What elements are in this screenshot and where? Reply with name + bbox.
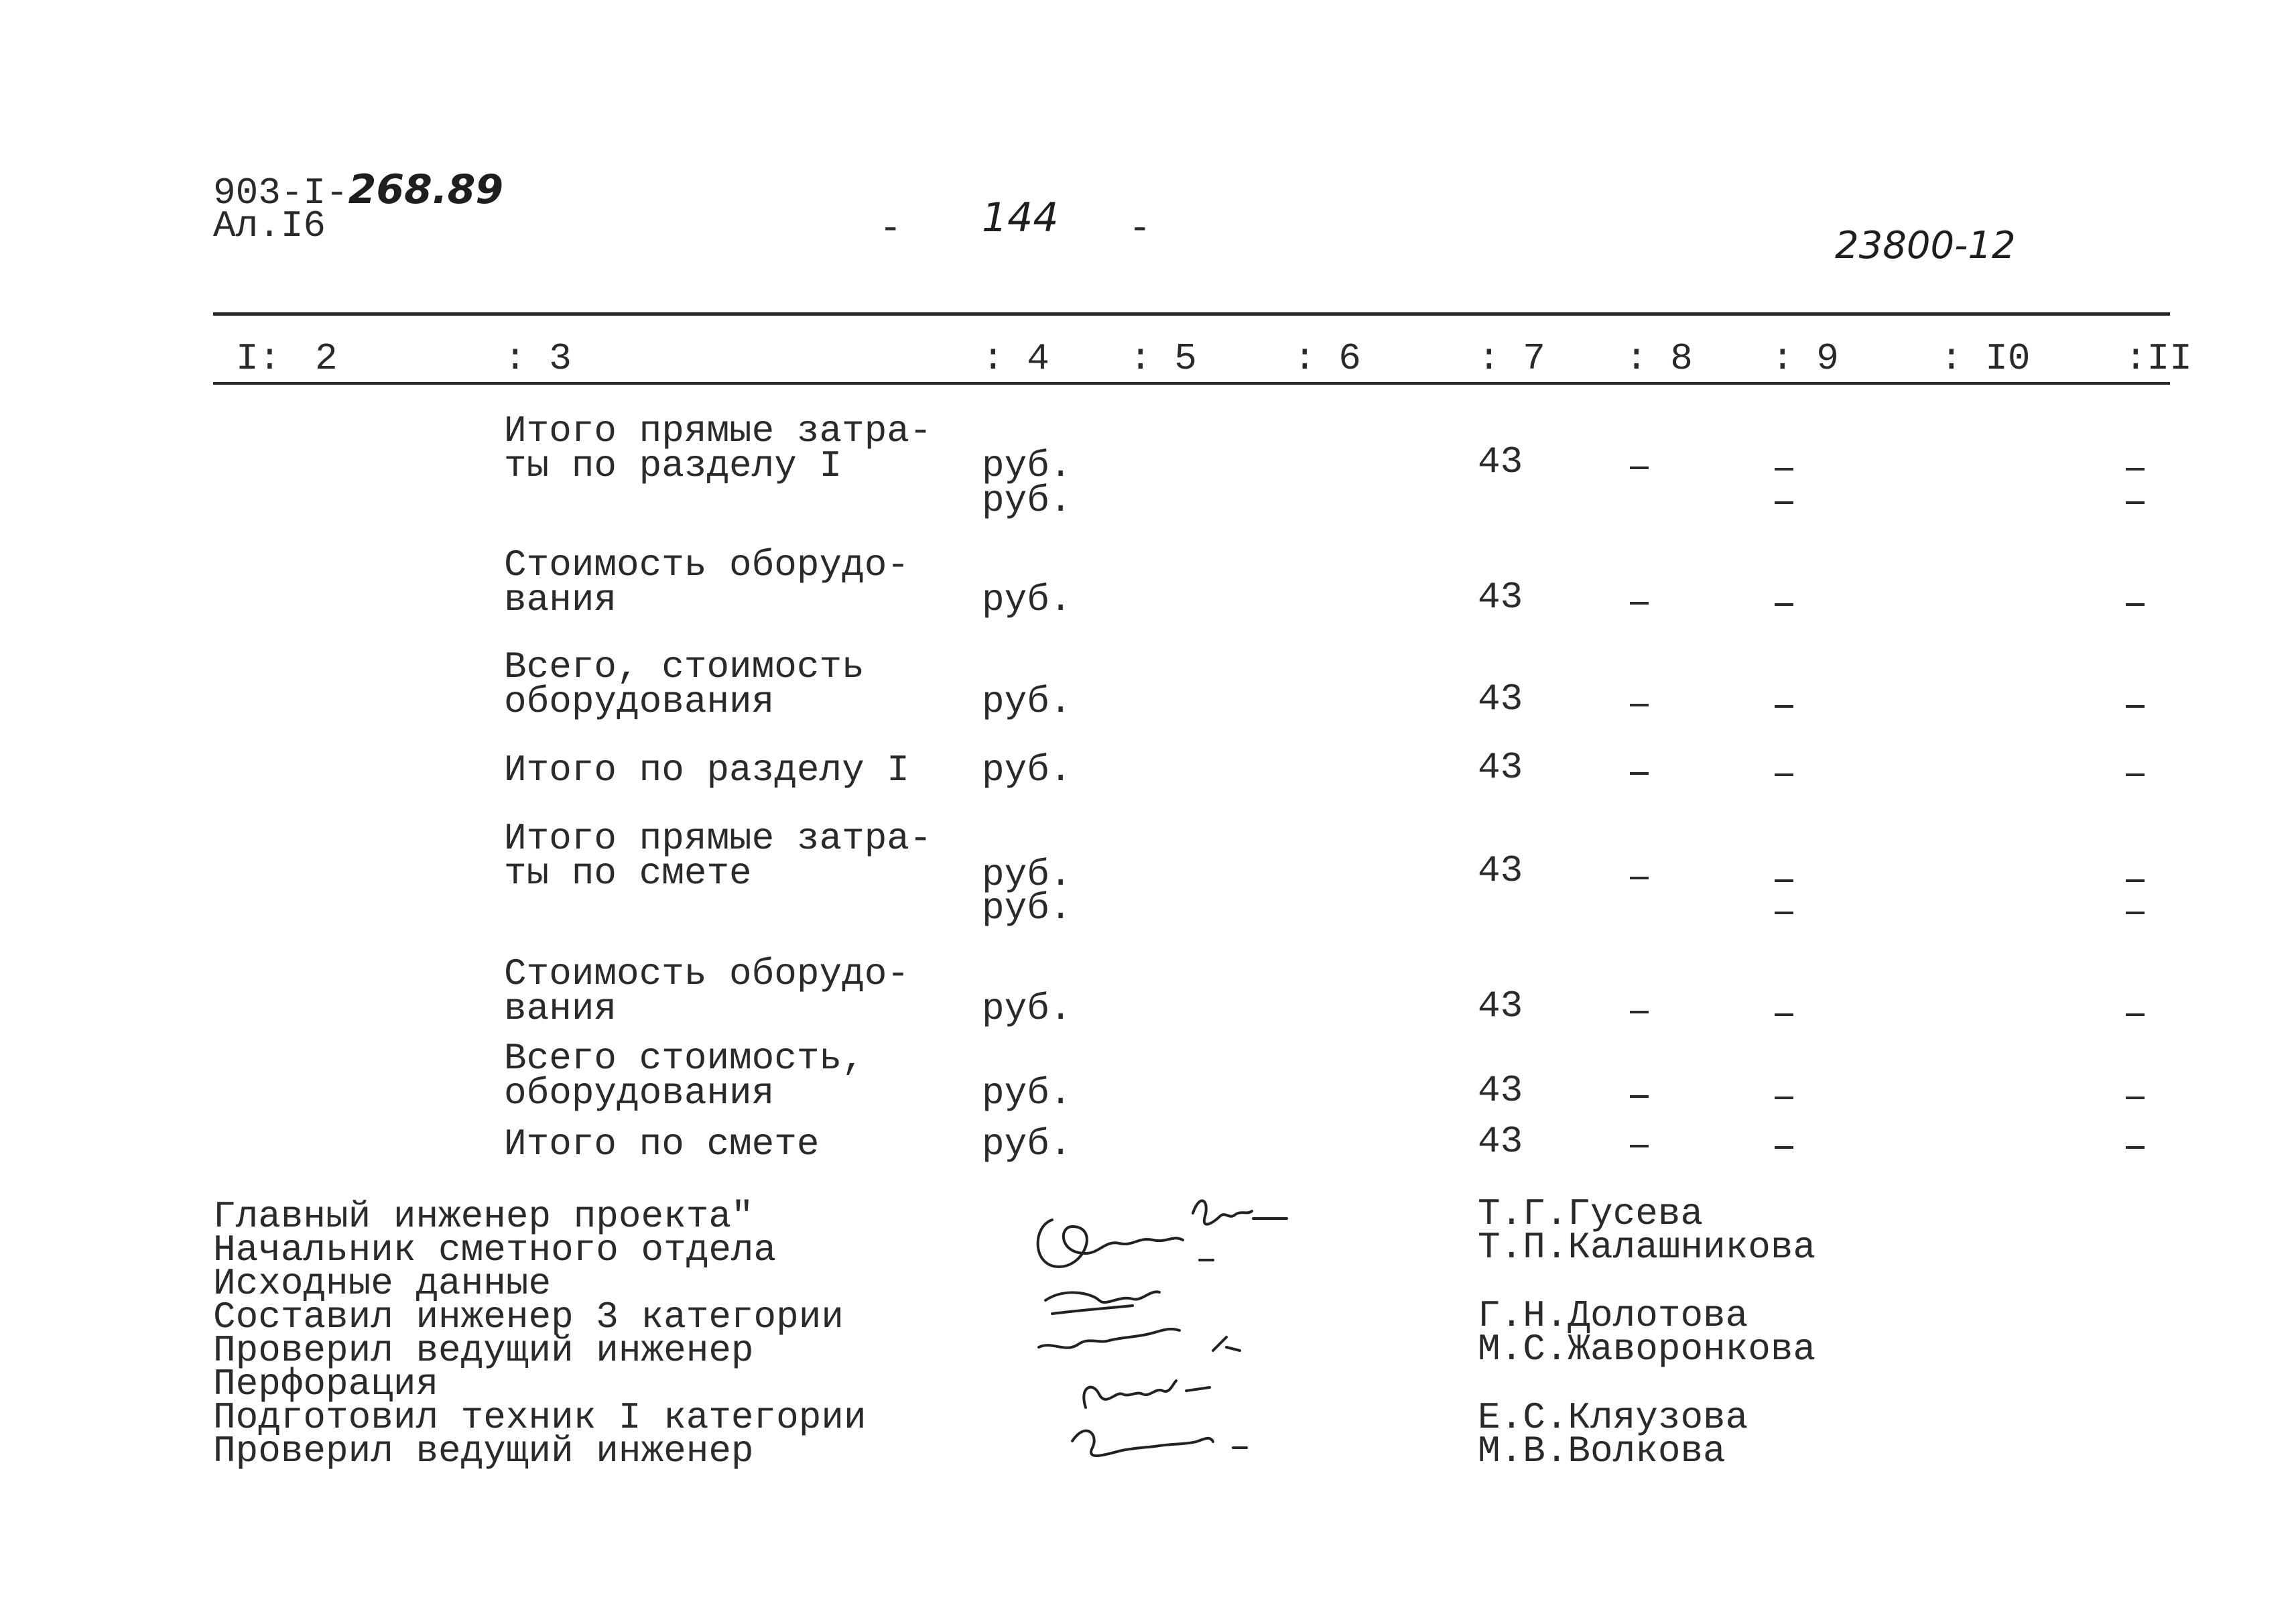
row-label-line1: Итого прямые затра- bbox=[504, 817, 932, 860]
col8-dash bbox=[1630, 704, 1649, 706]
signer-name: Т.Г.Гусева bbox=[1478, 1192, 1704, 1235]
col9-dash bbox=[1775, 603, 1793, 606]
row-label-line2: оборудования bbox=[504, 680, 775, 723]
row-col7-value: 43 bbox=[1478, 576, 1523, 619]
role-line: Главный инженер проекта" bbox=[213, 1195, 754, 1238]
col-header-1: I: bbox=[236, 337, 281, 380]
col-header-8: : 8 bbox=[1625, 337, 1693, 380]
row-unit: руб. bbox=[982, 749, 1072, 792]
col11-dash bbox=[2126, 603, 2145, 606]
row-label-line2: вания bbox=[504, 987, 617, 1030]
signature-stroke bbox=[1193, 1200, 1287, 1224]
row-label-line1: Итого по смете bbox=[504, 1123, 820, 1166]
col-header-6: : 6 bbox=[1293, 337, 1361, 380]
signer-name: М.С.Жаворонкова bbox=[1478, 1328, 1816, 1371]
handwritten-signatures bbox=[1025, 1180, 1374, 1488]
col11-dash bbox=[2126, 468, 2145, 471]
col9-dash bbox=[1775, 1146, 1793, 1149]
row-unit-2: руб. bbox=[982, 479, 1072, 522]
role-line: Составил инженер 3 категории bbox=[213, 1296, 844, 1338]
col8-dash bbox=[1630, 1145, 1649, 1147]
row-label-line1: Всего стоимость, bbox=[504, 1037, 865, 1080]
row-label-line2: ты по смете bbox=[504, 852, 752, 895]
stamp-number: 23800-12 bbox=[1835, 224, 2016, 267]
page-dash-left: - bbox=[879, 207, 902, 250]
row-label-line2: вания bbox=[504, 578, 617, 621]
signature-stroke bbox=[1045, 1292, 1159, 1314]
row-col7-value: 43 bbox=[1478, 1120, 1523, 1163]
col11-dash bbox=[2126, 1013, 2145, 1016]
row-unit: руб. bbox=[982, 1072, 1072, 1115]
role-line: Начальник сметного отдела bbox=[213, 1229, 777, 1271]
signature-stroke bbox=[1072, 1431, 1247, 1456]
row-unit: руб. bbox=[982, 578, 1072, 621]
page-dash-right: - bbox=[1129, 207, 1151, 250]
col9-dash bbox=[1775, 468, 1793, 471]
table-top-rule bbox=[213, 312, 2170, 316]
row-label-line1: Всего, стоимость bbox=[504, 645, 865, 688]
col8-dash bbox=[1630, 772, 1649, 775]
row-col7-value: 43 bbox=[1478, 678, 1523, 721]
col9-dash bbox=[1775, 1097, 1793, 1099]
signer-name: Г.Н.Долотова bbox=[1478, 1294, 1748, 1337]
col-header-11: :II bbox=[2124, 337, 2192, 380]
signer-name: Е.С.Кляузова bbox=[1478, 1396, 1748, 1439]
col11-dash bbox=[2126, 1097, 2145, 1099]
signer-name: М.В.Волкова bbox=[1478, 1430, 1726, 1473]
row-label-line2: оборудования bbox=[504, 1072, 775, 1115]
role-line: Перфорация bbox=[213, 1363, 439, 1406]
col-header-2: 2 bbox=[315, 337, 338, 380]
role-line: Проверил ведущий инженер bbox=[213, 1430, 754, 1473]
row-label-line1: Итого прямые затра- bbox=[504, 410, 932, 452]
row-unit: руб. bbox=[982, 987, 1072, 1030]
col9-dash bbox=[1775, 1013, 1793, 1016]
col-header-9: : 9 bbox=[1771, 337, 1839, 380]
col11-dash bbox=[2126, 501, 2145, 504]
row-label-line1: Стоимость оборудо- bbox=[504, 544, 909, 586]
row-unit: руб. bbox=[982, 680, 1072, 723]
col11-dash bbox=[2126, 912, 2145, 914]
row-unit: руб. bbox=[982, 853, 1072, 896]
col8-dash bbox=[1630, 877, 1649, 879]
col9-dash bbox=[1775, 501, 1793, 504]
col9-dash bbox=[1775, 912, 1793, 914]
role-line: Проверил ведущий инженер bbox=[213, 1329, 754, 1372]
col11-dash bbox=[2126, 1146, 2145, 1149]
role-line: Исходные данные bbox=[213, 1262, 552, 1305]
row-unit: руб. bbox=[982, 1123, 1072, 1166]
row-col7-value: 43 bbox=[1478, 985, 1523, 1027]
col9-dash bbox=[1775, 879, 1793, 882]
row-unit-2: руб. bbox=[982, 887, 1072, 930]
col8-dash bbox=[1630, 1011, 1649, 1013]
col11-dash bbox=[2126, 705, 2145, 708]
col9-dash bbox=[1775, 773, 1793, 776]
col8-dash bbox=[1630, 1095, 1649, 1098]
col-header-5: : 5 bbox=[1129, 337, 1197, 380]
row-unit: руб. bbox=[982, 444, 1072, 487]
col8-dash bbox=[1630, 602, 1649, 605]
col-header-10: : I0 bbox=[1940, 337, 2031, 380]
row-label-line2: ты по разделу I bbox=[504, 444, 842, 487]
col8-dash bbox=[1630, 466, 1649, 469]
album-number: Ал.I6 bbox=[213, 204, 326, 247]
signature-stroke bbox=[1039, 1329, 1240, 1351]
row-col7-value: 43 bbox=[1478, 440, 1523, 483]
row-col7-value: 43 bbox=[1478, 1069, 1523, 1112]
col9-dash bbox=[1775, 705, 1793, 708]
row-label-line1: Стоимость оборудо- bbox=[504, 952, 909, 995]
col-header-4: : 4 bbox=[982, 337, 1049, 380]
page-number: 144 bbox=[982, 194, 1059, 241]
signer-name: Т.П.Калашникова bbox=[1478, 1226, 1816, 1269]
signature-stroke bbox=[1038, 1220, 1213, 1267]
document-code-handwritten: 268.89 bbox=[348, 166, 504, 213]
row-col7-value: 43 bbox=[1478, 849, 1523, 892]
role-line: Подготовил техник I категории bbox=[213, 1396, 867, 1439]
col-header-3: : 3 bbox=[504, 337, 572, 380]
row-col7-value: 43 bbox=[1478, 746, 1523, 789]
table-header-rule bbox=[213, 382, 2170, 385]
signature-stroke bbox=[1084, 1381, 1210, 1408]
col11-dash bbox=[2126, 773, 2145, 776]
row-label-line1: Итого по разделу I bbox=[504, 749, 909, 792]
col-header-7: : 7 bbox=[1478, 337, 1545, 380]
col11-dash bbox=[2126, 879, 2145, 882]
document-code-printed: 903-I- bbox=[213, 172, 348, 214]
